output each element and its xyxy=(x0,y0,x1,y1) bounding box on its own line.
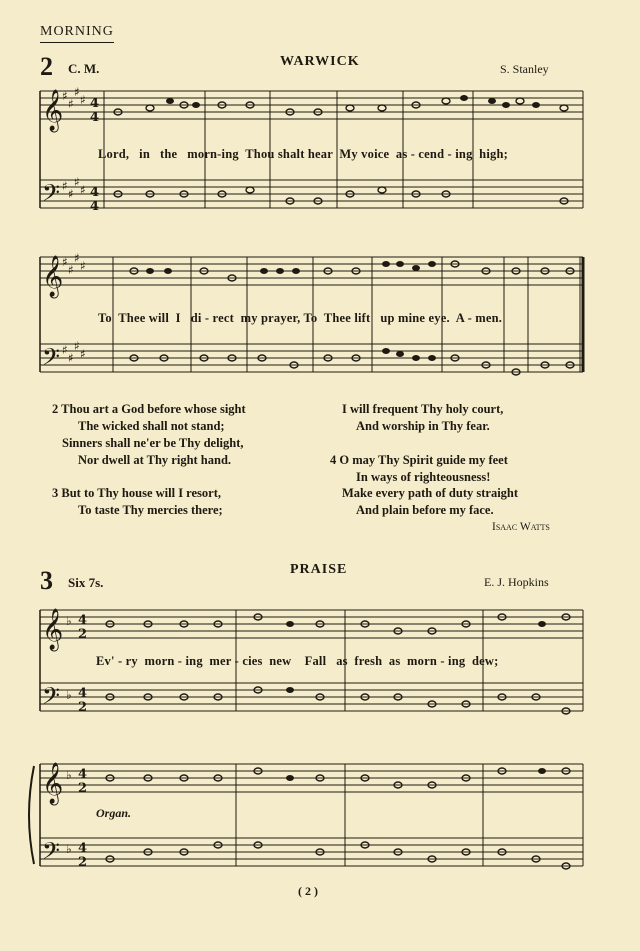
verse-line: And worship in Thy fear. xyxy=(356,419,490,433)
composer-name: S. Stanley xyxy=(500,62,549,76)
lyric-line: Lord, in the morn-ing Thou shalt hear My voice as - cend - ing high; xyxy=(98,147,508,161)
tune-name: PRAISE xyxy=(290,562,348,577)
svg-text:♭: ♭ xyxy=(66,688,72,702)
verse-line: 3 But to Thy house will I resort, xyxy=(52,486,222,500)
bass-clef-icon: 𝄢 xyxy=(42,343,61,376)
treble-clef-icon: 𝄞 xyxy=(42,609,64,650)
svg-text:2: 2 xyxy=(78,855,88,870)
svg-text:♯: ♯ xyxy=(62,343,68,357)
lyric-line: Ev' - ry morn - ing mer - cies new Fall as fresh as morn - ing dew; xyxy=(96,654,499,668)
staff-treble-2 xyxy=(40,257,583,285)
staff-bass-2 xyxy=(40,344,583,372)
page-number: ( 2 ) xyxy=(298,884,318,898)
verse-line: Make every path of duty straight xyxy=(342,486,519,500)
svg-text:♯: ♯ xyxy=(80,347,86,361)
staff-organ-bass xyxy=(40,838,583,866)
svg-text:♯: ♯ xyxy=(80,259,86,273)
svg-text:♭: ♭ xyxy=(66,614,72,628)
bass-clef-icon: 𝄢 xyxy=(42,682,61,715)
svg-text:♭: ♭ xyxy=(66,842,72,856)
section-heading: MORNING xyxy=(40,24,114,43)
verse-line: Sinners shall ne'er be Thy delight, xyxy=(62,436,244,450)
svg-text:4: 4 xyxy=(90,185,100,200)
bass-clef-icon: 𝄢 xyxy=(42,837,61,870)
svg-text:♭: ♭ xyxy=(66,768,72,782)
verse-line: In ways of righteousness! xyxy=(356,470,491,484)
hymn-meter: C. M. xyxy=(68,61,100,76)
svg-text:♯: ♯ xyxy=(62,179,68,193)
svg-text:♯: ♯ xyxy=(68,97,74,111)
svg-text:4: 4 xyxy=(90,110,100,125)
author-credit: Isaac Watts xyxy=(492,521,550,533)
verse-line: To taste Thy mercies there; xyxy=(78,503,223,517)
svg-text:2: 2 xyxy=(78,781,88,796)
hymn-meter: Six 7s. xyxy=(68,575,104,590)
staff-treble-1 xyxy=(40,91,583,119)
verse-line: I will frequent Thy holy court, xyxy=(342,402,504,416)
staff-bass-3 xyxy=(40,683,583,711)
note-heads xyxy=(106,98,574,869)
svg-text:4: 4 xyxy=(90,96,100,111)
verse-line: Nor dwell at Thy right hand. xyxy=(78,453,232,467)
lyric-line: To Thee will I di - rect my prayer, To Thee lift up mine eye. A - men. xyxy=(98,311,503,325)
hymn-number: 2 xyxy=(40,52,53,81)
verse-line: The wicked shall not stand; xyxy=(78,419,225,433)
verse-line: 2 Thou art a God before whose sight xyxy=(52,402,246,416)
svg-text:♯: ♯ xyxy=(74,251,80,265)
treble-clef-icon: 𝄞 xyxy=(42,763,64,804)
bass-clef-icon: 𝄢 xyxy=(42,179,61,212)
svg-text:4: 4 xyxy=(78,841,88,856)
svg-text:♯: ♯ xyxy=(68,351,74,365)
verse-line: 4 O may Thy Spirit guide my feet xyxy=(330,453,508,467)
svg-text:♯: ♯ xyxy=(80,93,86,107)
treble-clef-icon: 𝄞 xyxy=(42,256,64,297)
svg-text:♯: ♯ xyxy=(68,263,74,277)
verse-line: And plain before my face. xyxy=(356,503,494,517)
svg-text:♯: ♯ xyxy=(62,89,68,103)
svg-text:4: 4 xyxy=(78,613,88,628)
organ-label: Organ. xyxy=(96,806,132,820)
tune-name: WARWICK xyxy=(280,54,360,69)
svg-text:♯: ♯ xyxy=(74,175,80,189)
composer-name: E. J. Hopkins xyxy=(484,575,549,589)
svg-text:4: 4 xyxy=(78,686,88,701)
svg-text:♯: ♯ xyxy=(80,183,86,197)
svg-text:♯: ♯ xyxy=(68,187,74,201)
hymn-number: 3 xyxy=(40,566,53,595)
treble-clef-icon: 𝄞 xyxy=(42,90,64,131)
svg-text:2: 2 xyxy=(78,627,88,642)
svg-text:♯: ♯ xyxy=(74,339,80,353)
svg-text:4: 4 xyxy=(78,767,88,782)
svg-text:♯: ♯ xyxy=(62,255,68,269)
svg-text:4: 4 xyxy=(90,199,100,214)
svg-text:2: 2 xyxy=(78,700,88,715)
svg-text:♯: ♯ xyxy=(74,85,80,99)
